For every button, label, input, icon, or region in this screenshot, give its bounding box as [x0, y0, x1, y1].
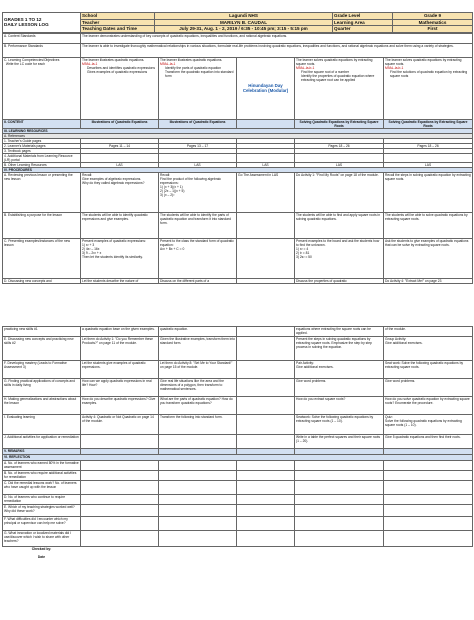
reflection-cell	[159, 471, 237, 481]
reflection-cell	[384, 461, 473, 471]
reflection-item: F. What difficulties did I encounter which my principal or supervisor can help me solve?	[3, 517, 81, 531]
procedure-label: J. Additional activities for application or remediation	[3, 435, 81, 449]
procedure-cell: quadratic equation.	[159, 327, 237, 337]
procedure-cell: Present examples to the board and ask the students how to find the unknown. 1) x² = 4 2) t² = 81 3) 2s² = 50	[295, 238, 384, 278]
reflection-item: B. No. of learners who require additional activities for remediation	[3, 471, 81, 481]
dates-label: Teaching Dates and Time	[81, 26, 155, 33]
procedure-cell: Let them do Activity 8: "Set Me to Your Standard!" on page 15 of the module.	[159, 361, 237, 379]
reflection-cell	[81, 531, 159, 547]
procedure-cell: How do you solve quadratic equation by extracting square roots? Enumerate the procedure.	[384, 397, 473, 415]
ref-cell	[237, 153, 295, 162]
procedure-cell: Discuss on the different parts of a	[159, 278, 237, 283]
objective-day4: The learner solves quadratic equations by extracting square roots. M9AL-Ia-b-1 • Find the square root of a number • Identify the properties of quadratic equation where extracting square root can be applied	[295, 57, 384, 119]
reflection-cell	[295, 471, 384, 481]
lesson-log-page-1	[2, 12, 472, 322]
reflection-cell	[384, 517, 473, 531]
procedure-cell: Present examples of quadratic expressions: 1) x² + 3 2) 4x² – 16x 3) 9 – 2x² + x Then let the students identify its similarity.	[81, 238, 159, 278]
celebration-note: Hinundayan Day Celebration (Modular)	[237, 57, 295, 119]
content-day4: Solving Quadratic Equations by Extracting Square Roots	[295, 119, 384, 128]
objective-day5: The learner solves quadratic equations by extracting square roots. M9AL-Ia-b-1 • Find the solutions of quadratic equation by extracting square roots	[384, 57, 473, 119]
reflection-cell	[237, 481, 295, 495]
procedure-cell: Seat work: Solve the following quadratic equations by extracting square roots.	[384, 361, 473, 379]
procedure-cell: The students will be able to find and apply square roots in solving quadratic equations.	[295, 212, 384, 238]
procedure-cell: Quiz: Solve the following quadratic equations by extracting square roots (1 – 10).	[384, 415, 473, 435]
reflection-cell	[384, 471, 473, 481]
procedure-cell: a quadratic equation base on the given examples.	[81, 327, 159, 337]
ref-cell: Pages 11 – 14	[81, 143, 159, 148]
procedure-cell: How do you describe quadratic expressions? Give examples.	[81, 397, 159, 415]
reflection-cell	[237, 505, 295, 517]
ref-label: 4. Additional Materials from Learning Resource (LR) portal	[3, 153, 81, 162]
reflection-cell	[81, 471, 159, 481]
procedure-cell	[237, 435, 295, 449]
procedure-cell: The students will be able to identify the parts of quadratic equation and transform it into standard form.	[159, 212, 237, 238]
school-label: School	[81, 13, 155, 20]
reflection-cell	[159, 481, 237, 495]
procedure-cell: Recall: Find the product of the following algebraic expressions: 1) (x + 3)(x + 1) 2) (2x – 1)(x + 5) 3) (x – 2)²	[159, 172, 237, 212]
reflection-cell	[81, 505, 159, 517]
ref-cell: LAS	[384, 162, 473, 167]
reflection-cell	[237, 471, 295, 481]
teacher-label: Teacher	[81, 19, 155, 26]
reflection-item: G. What innovation or localized materials did I use/discover which I wish to share with other teachers?	[3, 531, 81, 547]
procedure-cell: Activity 4: Quadratic or Not Quadratic on page 14 of the module.	[81, 415, 159, 435]
dates-value: July 29-31, Aug. 1 - 2, 2019 / 6:35 - 10:45 pm; 3:15 - 5:15 pm	[155, 26, 333, 33]
procedure-cell: Let the students give examples of quadratic expressions.	[81, 361, 159, 379]
procedure-cell: Present to the class the standard form of quadratic equation: Ax² + Bx + C = 0	[159, 238, 237, 278]
ref-cell: LAS	[237, 162, 295, 167]
ref-cell: Pages 18 – 26	[384, 143, 473, 148]
reflection-cell	[384, 531, 473, 547]
lesson-table-1	[2, 33, 473, 284]
reflection-cell	[159, 505, 237, 517]
procedure-label: A. Reviewing previous lesson or presenting the new lesson	[3, 172, 81, 212]
reflection-cell	[159, 461, 237, 471]
objectives-label: C. Learning Competencies/Objectives Write the LC code for each	[3, 57, 81, 119]
date-label: Date	[37, 554, 46, 559]
checked-by-blank	[81, 547, 473, 555]
procedure-cell: The students will be able to solve quadratic equations by extracting square roots.	[384, 212, 473, 238]
procedure-cell: Give real life situations like the area and the dimensions of a polygon, then transform to mathematical sentences.	[159, 379, 237, 397]
reflection-label: VI. REFLECTION	[3, 455, 473, 461]
ref-label: 3. Textbook pages	[3, 148, 81, 153]
area-value: Mathematics	[393, 19, 473, 26]
reflection-cell	[159, 495, 237, 505]
reflection-cell	[159, 517, 237, 531]
reflection-cell	[237, 461, 295, 471]
reflection-cell	[295, 461, 384, 471]
procedure-cell: Do Activity 4: "Extract Me!" on page 23	[384, 278, 473, 283]
reflection-cell	[384, 495, 473, 505]
reflection-cell	[295, 505, 384, 517]
objective-item: • Identify the properties of quadratic equation where extracting square root can be applied	[301, 74, 382, 82]
procedure-cell: Pair Activity: Give additional exercises.	[295, 361, 384, 379]
reflection-cell	[384, 481, 473, 495]
ref-cell	[384, 153, 473, 162]
procedure-cell	[237, 278, 295, 283]
reflection-item: A. No. of learners who earned 80% in the formative assessment	[4, 461, 79, 469]
procedure-label: E. Discussing new concepts and practicing new skills #2	[3, 337, 81, 361]
reflection-cell	[237, 517, 295, 531]
ref-cell: LAS	[295, 162, 384, 167]
objective-day2: The learner illustrates quadratic equations. M9AL-Ia-1 • Identify the parts of quadratic equation • Transform the quadratic equation into standard form	[159, 57, 237, 119]
procedure-cell: Group Activity: Give additional exercises.	[384, 337, 473, 361]
procedure-cell: Let the students describe the nature of	[81, 278, 159, 283]
content-day5: Solving Quadratic Equations by Extracting Square Roots	[384, 119, 473, 128]
objective-item: • Describes and identifies quadratic expressions	[87, 66, 157, 70]
procedure-label: G. Finding practical applications of concepts and skills in daily living	[3, 379, 81, 397]
reflection-cell	[81, 517, 159, 531]
procedure-cell: Present the steps in solving quadratic equations by extracting square roots. Emphasize the step by step process in solving the equation.	[295, 337, 384, 361]
reflection-cell	[81, 495, 159, 505]
procedure-cell: Write in a table the perfect squares and their square roots (1 – 20).	[295, 435, 384, 449]
content-label: II. CONTENT	[3, 119, 81, 128]
quarter-label: Quarter	[333, 26, 393, 33]
procedure-cell	[237, 327, 295, 337]
procedure-cell: Recall: Give examples of algebraic expressions. Why do they called algebraic expressions?	[81, 172, 159, 212]
performance-standards-label: B. Performance Standards	[3, 43, 81, 57]
ref-cell: Pages 13 – 17	[159, 143, 237, 148]
quarter-value: First	[393, 26, 473, 33]
procedure-cell: Give word problems.	[384, 379, 473, 397]
reflection-cell	[295, 517, 384, 531]
objective-day1: The learner illustrates quadratic equations. M9AL-Ia-1 • Describes and identifies quadratic expressions • Gives examples of quadratic expressions	[81, 57, 159, 119]
objective-item: • Find the square root of a number	[301, 70, 382, 74]
procedure-cell: Do Activity 1: "Find My Roots" on page 18 of the module.	[295, 172, 384, 212]
procedure-label: B. Establishing a purpose for the lesson	[3, 212, 81, 238]
objective-item: • Find the solutions of quadratic equation by extracting square roots	[390, 70, 471, 78]
resources-label: III. LEARNING RESOURCES	[3, 128, 473, 133]
reflection-cell	[159, 531, 237, 547]
remarks-label: V. REMARKS	[3, 449, 81, 455]
procedure-cell: The students will be able to identify quadratic expressions and give examples.	[81, 212, 159, 238]
header-table	[2, 12, 473, 33]
procedure-cell: How can we apply quadratic expressions in real life? How?	[81, 379, 159, 397]
procedure-cell: Ask the students to give examples of quadratic equations that can be solve by extracting square roots.	[384, 238, 473, 278]
reflection-cell	[237, 531, 295, 547]
objective-item: • Identify the parts of quadratic equation	[165, 66, 235, 70]
procedure-label: I. Evaluating learning	[3, 415, 81, 435]
ref-cell: LAS	[159, 162, 237, 167]
teacher-value: MARILYN B. CAUDAL	[155, 19, 333, 26]
procedure-cell	[237, 361, 295, 379]
procedure-label: C. Presenting examples/instances of the new lesson	[3, 238, 81, 278]
procedure-label: practicing new skills #1	[3, 327, 81, 337]
procedure-label: D. Discussing new concepts and	[3, 278, 81, 283]
ref-cell: LAS	[81, 162, 159, 167]
procedure-cell	[159, 435, 237, 449]
reflection-cell	[81, 481, 159, 495]
procedure-cell: Let them do Activity 1: "Do you Remember these Products?" on page 11 of the module.	[81, 337, 159, 361]
reflection-item: E. Which of my teaching strategies worked well? Why did these work?	[3, 505, 81, 517]
procedure-cell	[237, 238, 295, 278]
procedure-cell	[237, 397, 295, 415]
reflection-cell	[295, 481, 384, 495]
procedure-cell: What are the parts of quadratic equation? How do you transform quadratic equations?	[159, 397, 237, 415]
grade-value: Grade 9	[393, 13, 473, 20]
reflection-cell	[384, 505, 473, 517]
dll-logo: GRADES 1 TO 12 DAILY LESSON LOG	[3, 13, 81, 33]
procedure-cell: How do you extract square roots?	[295, 397, 384, 415]
ref-cell	[159, 153, 237, 162]
procedure-cell: Go The Assessment in LAS	[237, 172, 295, 212]
procedure-cell	[237, 337, 295, 361]
ref-label: B. Other Learning Resources	[3, 162, 81, 167]
content-day1: Illustrations of Quadratic Equations	[81, 119, 159, 128]
procedure-cell	[237, 379, 295, 397]
procedure-cell: Give word problems.	[295, 379, 384, 397]
ref-label: 1. Teacher's Guide pages	[3, 138, 81, 143]
procedure-cell: Discuss the properties of quadratic	[295, 278, 384, 283]
ref-cell: Pages 18 – 26	[295, 143, 384, 148]
ref-cell	[81, 153, 159, 162]
ref-cell	[295, 153, 384, 162]
procedure-cell	[237, 212, 295, 238]
lesson-table-2	[2, 326, 473, 563]
references-label: A. References	[3, 133, 473, 138]
performance-standards-text: The learner is able to investigate thoroughly mathematical relationships in various situations, formulate real-life problems involving quadratic equations, inequalities and functions, and rational algebraic equations and solve them using a variety of strategies.	[81, 43, 473, 57]
content-day3	[237, 119, 295, 128]
area-label: Learning Area	[333, 19, 393, 26]
checked-by-label: Checked by:	[31, 547, 52, 551]
reflection-cell	[295, 531, 384, 547]
grade-label: Grade Level	[333, 13, 393, 20]
procedure-cell: equations where extracting the square roots can be applied.	[295, 327, 384, 337]
reflection-item: D. No. of learners who continue to require remediation	[3, 495, 81, 505]
procedures-label: IV. PROCEDURES	[3, 167, 473, 172]
ref-label: 2. Learner's Materials pages	[3, 143, 81, 148]
procedure-cell: of the module.	[384, 327, 473, 337]
procedure-cell	[237, 415, 295, 435]
procedure-cell	[81, 435, 159, 449]
lesson-log-page-2	[2, 326, 472, 618]
content-standards-text: The learner demonstrates understanding of key concepts of quadratic equations, inequalities and functions, and rational algebraic equations.	[81, 33, 473, 43]
reflection-cell	[295, 495, 384, 505]
objective-item: • Transform the quadratic equation into standard form	[165, 70, 235, 78]
date-blank	[81, 555, 473, 563]
procedure-cell: Given the illustrative examples, transform them into standard form.	[159, 337, 237, 361]
content-day2: Illustrations of Quadratic Equations	[159, 119, 237, 128]
procedure-cell: Transform the following into standard form.	[159, 415, 237, 435]
objective-item: • Gives examples of quadratic expressions	[87, 70, 157, 74]
reflection-item: C. Did the remedial lessons work? No. of learners who have caught up with the lesson	[3, 481, 81, 495]
school-value: Lagundi NHS	[155, 13, 333, 20]
procedure-cell: Recall the steps in solving quadratic equation by extracting square roots.	[384, 172, 473, 212]
procedure-label: H. Making generalizations and abstractions about the lesson	[3, 397, 81, 415]
reflection-cell	[81, 461, 159, 471]
content-standards-label: A. Content Standards	[3, 33, 81, 43]
procedure-cell: Seatwork: Solve the following quadratic equations by extracting square roots (1 – 10).	[295, 415, 384, 435]
reflection-cell	[237, 495, 295, 505]
procedure-cell: Give 5 quadratic equations and then find their roots.	[384, 435, 473, 449]
procedure-label: F. Developing mastery (Leads to Formative Assessment 3)	[3, 361, 81, 379]
